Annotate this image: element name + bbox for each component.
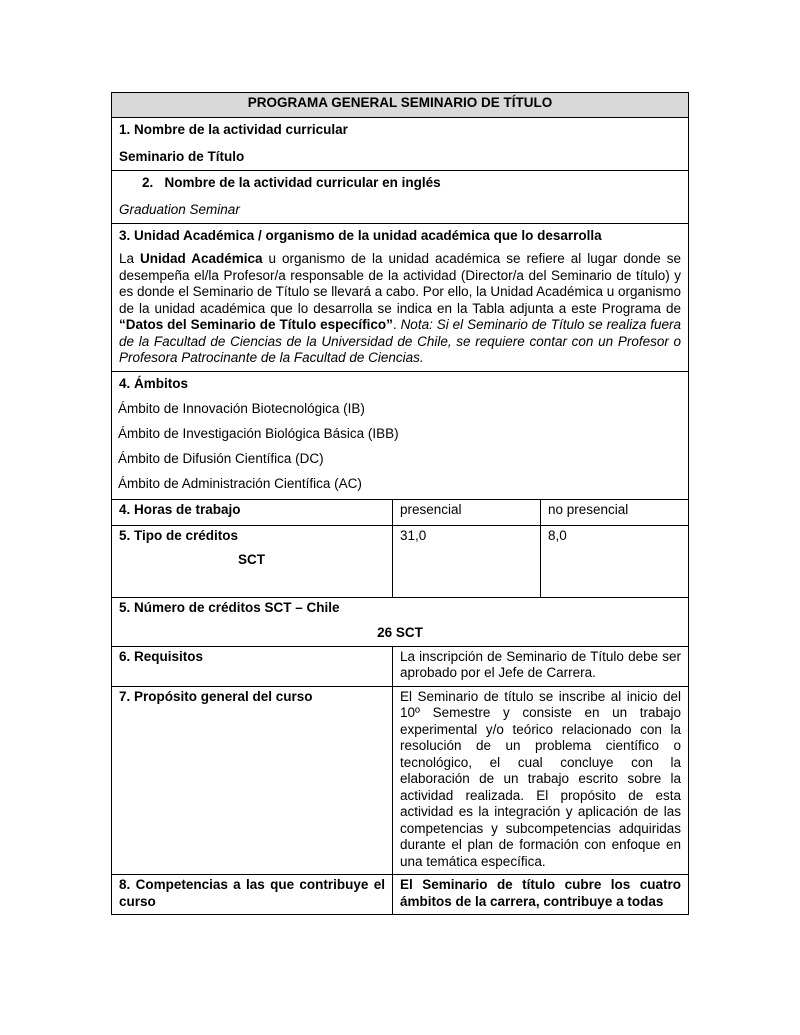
creditos-heading: 5. Tipo de créditos	[119, 527, 239, 543]
program-table	[111, 92, 689, 915]
requisitos-value: La inscripción de Seminario de Título debe ser aprobado por el Jefe de Carrera.	[393, 646, 689, 686]
section-2-value: Graduation Seminar	[119, 202, 240, 217]
competencias-heading: 8. Competencias a las que contribuye el curso	[112, 875, 393, 915]
proposito-row	[112, 686, 689, 875]
creditos-row	[112, 525, 689, 597]
paragraph-text: .	[392, 317, 401, 332]
section-1-value: Seminario de Título	[119, 149, 245, 164]
section-1	[112, 118, 689, 171]
ambito-item: Ámbito de Innovación Biotecnológica (IB)	[118, 400, 365, 416]
section-3-paragraph	[112, 248, 688, 371]
title-row	[112, 93, 689, 118]
section-4-heading: 4. Ámbitos	[119, 375, 189, 391]
paragraph-bold: Unidad Académica	[140, 251, 263, 266]
horas-heading: 4. Horas de trabajo	[112, 499, 393, 525]
requisitos-row	[112, 646, 689, 686]
paragraph-text: La	[119, 251, 140, 266]
horas-presencial-label: presencial	[393, 499, 541, 525]
paragraph-text: u organismo de la unidad académica se refiere al lugar donde se desempeña el/la Profesor/a responsable de la actividad (Director/a del Seminario de título) y es donde el Seminario de Título se llevará a cabo. Por ello, la Unidad Académica u organismo de la unidad académica que lo desarrolla se indica en la Tabla adjunta a este Programa de	[119, 251, 682, 316]
proposito-value: El Seminario de título se inscribe al inicio del 10º Semestre y consiste en un trabajo experimental y/o teórico relacionado con la resolución de un problema científico o tecnológico, el cual concluye con la elaboración de un trabajo escrito sobre la actividad realizada. El propósito de esta actividad es la integración y aplicación de las competencias y subcompetencias adquiridas durante el plan de formación con enfoque en una temática específica.	[393, 686, 689, 875]
numero-creditos-value: 26 SCT	[377, 625, 423, 640]
horas-no-presencial-label: no presencial	[541, 499, 689, 525]
paragraph-bold: “Datos del Seminario de Título específico”	[119, 317, 393, 332]
creditos-presencial-value: 31,0	[393, 525, 541, 597]
document-title: PROGRAMA GENERAL SEMINARIO DE TÍTULO	[112, 93, 689, 118]
section-1-heading: 1. Nombre de la actividad curricular	[119, 122, 348, 137]
section-4	[112, 371, 689, 499]
competencias-value: El Seminario de título cubre los cuatro ámbitos de la carrera, contribuye a todas	[393, 875, 689, 915]
section-3	[112, 224, 689, 372]
program-document	[111, 92, 688, 915]
creditos-no-presencial-value: 8,0	[541, 525, 689, 597]
ambito-item: Ámbito de Administración Científica (AC)	[118, 475, 362, 491]
section-3-heading: 3. Unidad Académica / organismo de la unidad académica que lo desarrolla	[119, 228, 602, 243]
paragraph-note: Nota: Si el Seminario de Título se realiza fuera de la Facultad de Ciencias de la Universidad de Chile, se requiere contar con un Profesor o Profesora Patrocinante de la Facultad de Ciencias.	[119, 317, 682, 365]
competencias-row	[112, 875, 689, 915]
numero-creditos-row	[112, 597, 689, 646]
numero-creditos-heading: 5. Número de créditos SCT – Chile	[119, 599, 340, 615]
ambito-item: Ámbito de Investigación Biológica Básica (IBB)	[118, 425, 399, 441]
requisitos-heading: 6. Requisitos	[112, 646, 393, 686]
section-2	[112, 171, 689, 224]
section-2-heading: 2. Nombre de la actividad curricular en inglés	[142, 175, 441, 190]
horas-row	[112, 499, 689, 525]
ambito-item: Ámbito de Difusión Científica (DC)	[118, 450, 324, 466]
proposito-heading: 7. Propósito general del curso	[112, 686, 393, 875]
creditos-sub: SCT	[238, 552, 265, 567]
